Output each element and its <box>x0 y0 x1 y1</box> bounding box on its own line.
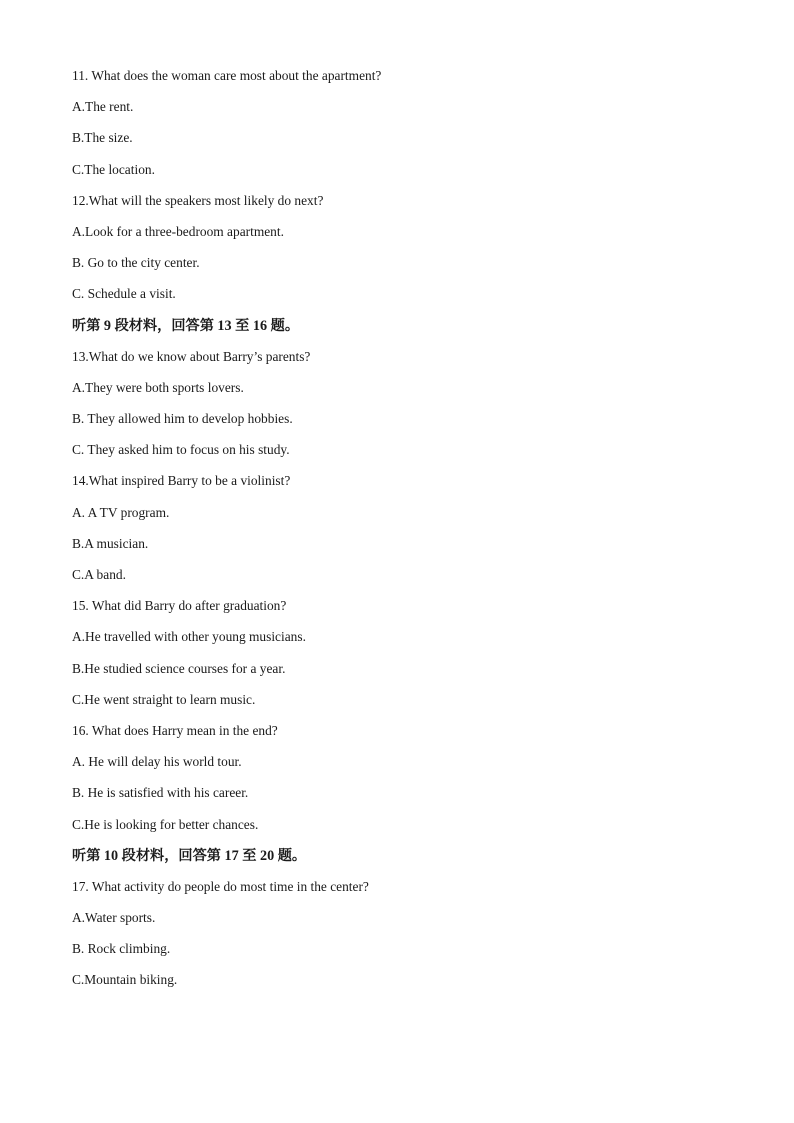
question-text: 14.What inspired Barry to be a violinist? <box>72 473 291 489</box>
section-heading: 听第 9 段材料，回答第 13 至 16 题。 <box>72 317 300 334</box>
answer-option: C. They asked him to focus on his study. <box>72 442 290 458</box>
answer-option: B. Rock climbing. <box>72 941 171 957</box>
answer-option: C.He is looking for better chances. <box>72 816 259 832</box>
answer-option: B. They allowed him to develop hobbies. <box>72 411 293 427</box>
question-text: 15. What did Barry do after graduation? <box>72 598 287 614</box>
answer-option: A. He will delay his world tour. <box>72 754 242 770</box>
answer-option: C.A band. <box>72 567 126 582</box>
answer-option: B. He is satisfied with his career. <box>72 785 249 801</box>
answer-option: B. Go to the city center. <box>72 255 200 271</box>
answer-option: A.Look for a three-bedroom apartment. <box>72 223 284 239</box>
answer-option: B.He studied science courses for a year. <box>72 660 286 676</box>
question-text: 17. What activity do people do most time in the center? <box>72 878 369 894</box>
section-heading: 听第 10 段材料，回答第 17 至 20 题。 <box>72 847 307 864</box>
answer-option: C. Schedule a visit. <box>72 286 176 302</box>
answer-option: C.The location. <box>72 161 155 177</box>
question-text: 12.What will the speakers most likely do next? <box>72 192 324 208</box>
question-text: 13.What do we know about Barry’s parents? <box>72 348 311 364</box>
question-text: 16. What does Harry mean in the end? <box>72 722 278 738</box>
answer-option: A.He travelled with other young musicians. <box>72 629 306 645</box>
answer-option: B.The size. <box>72 130 133 146</box>
answer-option: A.The rent. <box>72 99 134 115</box>
answer-option: C.He went straight to learn music. <box>72 691 256 707</box>
answer-option: C.Mountain biking. <box>72 972 178 988</box>
answer-option: A. A TV program. <box>72 504 170 520</box>
answer-option: B.A musician. <box>72 535 149 551</box>
question-text: 11. What does the woman care most about the apartment? <box>72 68 382 83</box>
answer-option: A.Water sports. <box>72 910 156 926</box>
answer-option: A.They were both sports lovers. <box>72 379 244 395</box>
document-page <box>72 66 732 1002</box>
